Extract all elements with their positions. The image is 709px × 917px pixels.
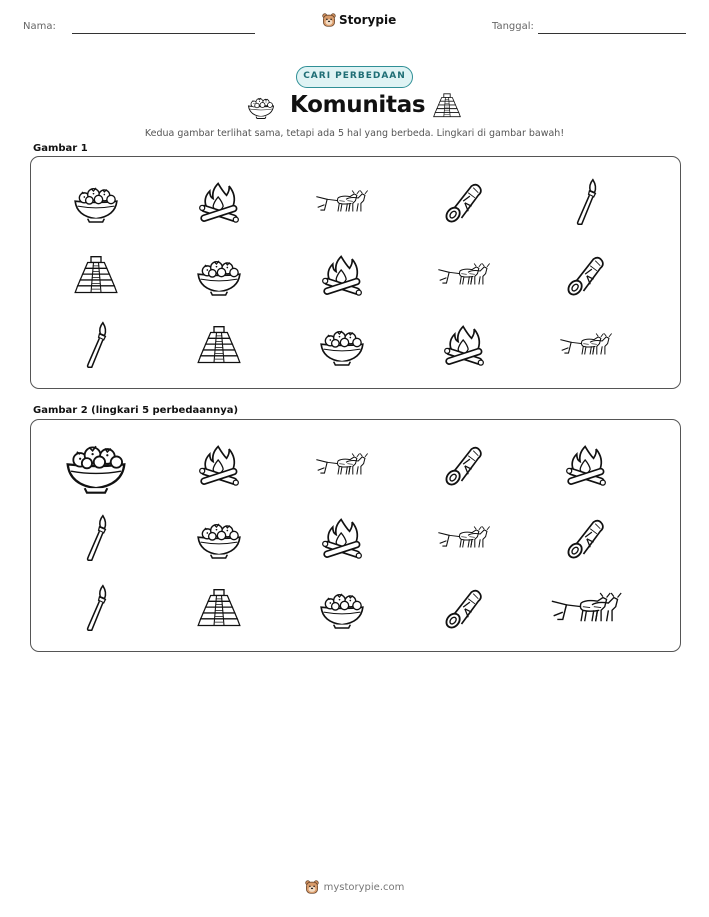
campfire-icon (443, 323, 485, 367)
ox-plough-icon (437, 260, 491, 290)
grid-cell[interactable] (526, 505, 646, 571)
grid-cell[interactable] (159, 432, 279, 498)
page-footer (0, 880, 709, 894)
instructions-text: Kedua gambar terlihat sama, tetapi ada 5 hal yang berbeda. Lingkari di gambar bawah! (144, 128, 565, 139)
footer-site: mystorypie.com (323, 881, 405, 893)
fruit-bowl-icon (194, 517, 244, 559)
scroll-icon (565, 517, 607, 559)
grid-cell (526, 169, 646, 235)
ox-plough-icon (315, 450, 369, 480)
grid-cell (282, 242, 402, 308)
date-label: Tanggal: (492, 21, 534, 32)
brand-name: Storypie (339, 13, 397, 27)
pyramid-icon (431, 92, 463, 119)
grid-cell[interactable] (159, 505, 279, 571)
spear-icon (83, 514, 109, 562)
grid-cell[interactable] (526, 432, 646, 498)
grid-cell (36, 312, 156, 378)
grid-cell (36, 242, 156, 308)
grid-cell (282, 312, 402, 378)
grid-cell[interactable] (282, 432, 402, 498)
campfire-icon (321, 253, 363, 297)
name-label: Nama: (23, 21, 56, 32)
picture1-panel (30, 156, 681, 389)
fruit-bowl-icon (71, 181, 121, 223)
fruit-bowl-icon (317, 324, 367, 366)
grid-cell[interactable] (282, 575, 402, 641)
title-row (0, 92, 709, 122)
grid-cell[interactable] (282, 505, 402, 571)
grid-cell[interactable] (36, 432, 156, 498)
grid-cell (526, 312, 646, 378)
picture1-label: Gambar 1 (33, 143, 88, 154)
scroll-icon (565, 254, 607, 296)
activity-type-badge: CARI PERBEDAAN (296, 66, 413, 88)
fruit-bowl-icon (317, 587, 367, 629)
campfire-icon (198, 180, 240, 224)
storypie-bear-icon (322, 13, 336, 27)
scroll-icon (443, 444, 485, 486)
spear-icon (83, 584, 109, 632)
brand-logo (322, 13, 396, 27)
spear-icon (83, 321, 109, 369)
storypie-bear-icon (305, 880, 319, 894)
fruit-bowl-icon (62, 437, 130, 494)
ox-plough-icon (437, 523, 491, 553)
ox-plough-icon (559, 330, 613, 360)
fruit-bowl-icon (246, 94, 276, 119)
campfire-icon (321, 516, 363, 560)
campfire-icon (198, 443, 240, 487)
pyramid-icon (194, 324, 244, 366)
campfire-icon (565, 443, 607, 487)
grid-cell[interactable] (404, 432, 524, 498)
ox-plough-icon (550, 588, 623, 629)
grid-cell (526, 242, 646, 308)
grid-cell[interactable] (36, 505, 156, 571)
grid-cell (36, 169, 156, 235)
grid-cell[interactable] (36, 575, 156, 641)
pyramid-icon (194, 587, 244, 629)
picture2-label: Gambar 2 (lingkari 5 perbedaannya) (33, 405, 239, 416)
grid-cell (282, 169, 402, 235)
grid-cell[interactable] (159, 575, 279, 641)
grid-cell[interactable] (404, 575, 524, 641)
page-title: Komunitas (290, 92, 426, 118)
scroll-icon (443, 181, 485, 223)
pyramid-icon (71, 254, 121, 296)
grid-cell (159, 312, 279, 378)
date-field-line[interactable] (538, 33, 686, 34)
fruit-bowl-icon (194, 254, 244, 296)
scroll-icon (443, 587, 485, 629)
name-field-line[interactable] (72, 33, 255, 34)
ox-plough-icon (315, 187, 369, 217)
grid-cell (404, 242, 524, 308)
grid-cell (404, 312, 524, 378)
grid-cell (159, 242, 279, 308)
grid-cell (404, 169, 524, 235)
grid-cell (159, 169, 279, 235)
grid-cell[interactable] (404, 505, 524, 571)
spear-icon (573, 178, 599, 226)
picture2-panel[interactable] (30, 419, 681, 652)
grid-cell[interactable] (526, 575, 646, 641)
page-header (0, 0, 709, 40)
